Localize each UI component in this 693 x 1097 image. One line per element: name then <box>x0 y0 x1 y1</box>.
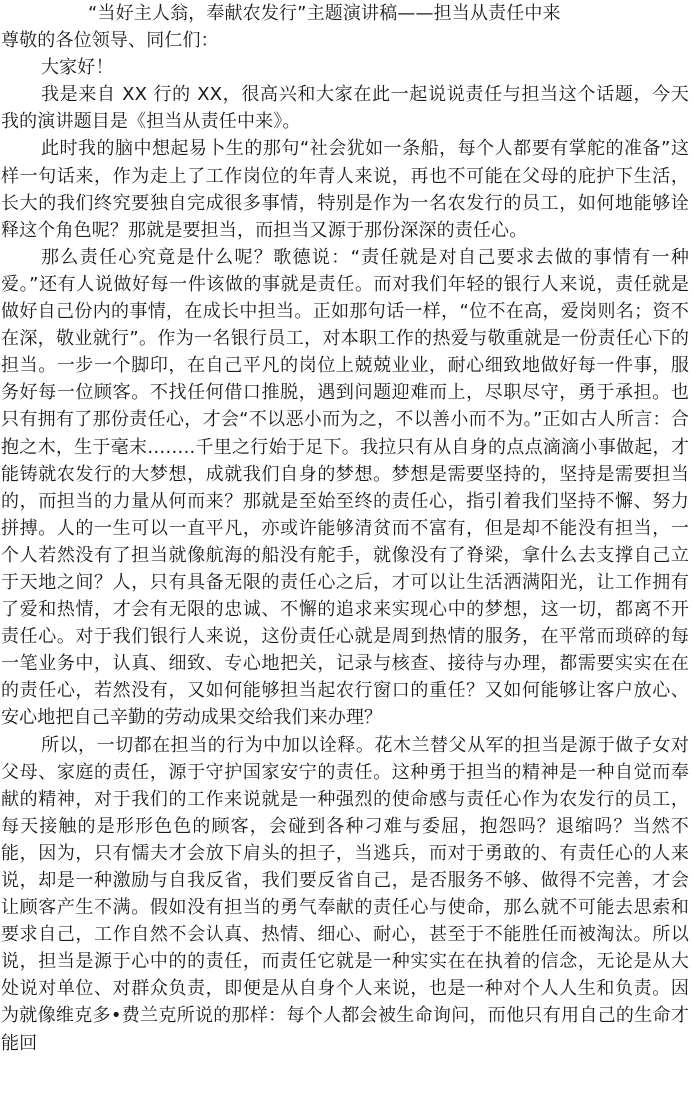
intro-paragraph: 我是来自 XX 行的 XX，很高兴和大家在此一起说说责任与担当这个话题，今天我的演讲题目是《担当从责任中来》。 <box>1 84 689 133</box>
body-paragraph: 此时我的脑中想起易卜生的那句“社会犹如一条船，每个人都要有掌舵的准备”这样一句话来，作为走上了工作岗位的年青人来说，再也不可能在父母的庇护下生活，长大的我们终究要独自完成很多事情，特别是作为一名农发行的员工，如何地能够诠释这个角色呢？那就是要担当，而担当又源于那份深深的责任心。 <box>1 138 689 241</box>
greeting-paragraph: 大家好！ <box>41 57 114 79</box>
document-title: “当好主人翁，奉献农发行”主题演讲稿——担当从责任中来 <box>88 3 561 24</box>
document-body <box>0 27 693 1057</box>
body-paragraph: 那么责任心究竟是什么呢？歌德说：“责任就是对自己要求去做的事情有一种爱。”还有人说做好每一件该做的事就是责任。而对我们年轻的银行人来说，责任就是做好自己份内的事情，在成长中担当。正如那句话一样，“位不在高，爱岗则名；资不在深，敬业就行”。作为一名银行员工，对本职工作的热爱与敬重就是一份责任心下的担当。一步一个脚印，在自己平凡的岗位上兢兢业业，耐心细致地做好每一件事，服务好每一位顾客。不找任何借口推脱，遇到问题迎难而上，尽职尽守，勇于承担。也只有拥有了那份责任心，才会“不以恶小而为之，不以善小而不为。”正如古人所言：合抱之木，生于毫末……..千里之行始于足下。我拉只有从自身的点点滴滴小事做起，才能铸就农发行的大梦想，成就我们自身的梦想。梦想是需要坚持的，坚持是需要担当的，而担当的力量从何而来？那就是至始至终的责任心，指引着我们坚持不懈、努力拼搏。人的一生可以一直平凡，亦或许能够清贫而不富有，但是却不能没有担当，一个人若然没有了担当就像航海的船没有舵手，就像没有了脊梁，拿什么去支撑自己立于天地之间？人，只有具备无限的责任心之后，才可以让生活洒满阳光，让工作拥有了爱和热情，才会有无限的忠诚、不懈的追求来实现心中的梦想，这一切，都离不开责任心。对于我们银行人来说，这份责任心就是周到热情的服务，在平常而琐碎的每一笔业务中，认真、细致、专心地把关，记录与核查、接待与办理，都需要实实在在的责任心，若然没有，又如何能够担当起农行窗口的重任？又如何能够让客户放心、安心地把自己辛勤的劳动成果交给我们来办理？ <box>1 246 689 729</box>
body-paragraph: 所以，一切都在担当的行为中加以诠释。花木兰替父从军的担当是源于做子女对父母、家庭的责任，源于守护国家安宁的责任。这种勇于担当的精神是一种自觉而奉献的精神，对于我们的工作来说就是一种强烈的使命感与责任心作为农发行的员工，每天接触的是形形色色的顾客，会碰到各种刁难与委屈，抱怨吗？退缩吗？当然不能，因为，只有懦夫才会放下肩头的担子，当逃兵，而对于勇敢的、有责任心的人来说，却是一种激励与自我反省，我们要反省自己，是否服务不够、做得不完善，才会让顾客产生不满。假如没有担当的勇气奉献的责任心与使命，那么就不可能去思索和要求自己，工作自然不会认真、热情、细心、耐心，甚至于不能胜任而被淘汰。所以说，担当是源于心中的的责任，而责任它就是一种实实在在执着的信念，无论是从大处说对单位、对群众负责，即便是从自身个人来说，也是一种对个人人生和负责。因为就像维克多•费兰克所说的那样：每个人都会被生命询问，而他只有用自己的生命才能回 <box>1 734 689 1054</box>
salutation-paragraph: 尊敬的各位领导、同仁们： <box>1 30 219 52</box>
